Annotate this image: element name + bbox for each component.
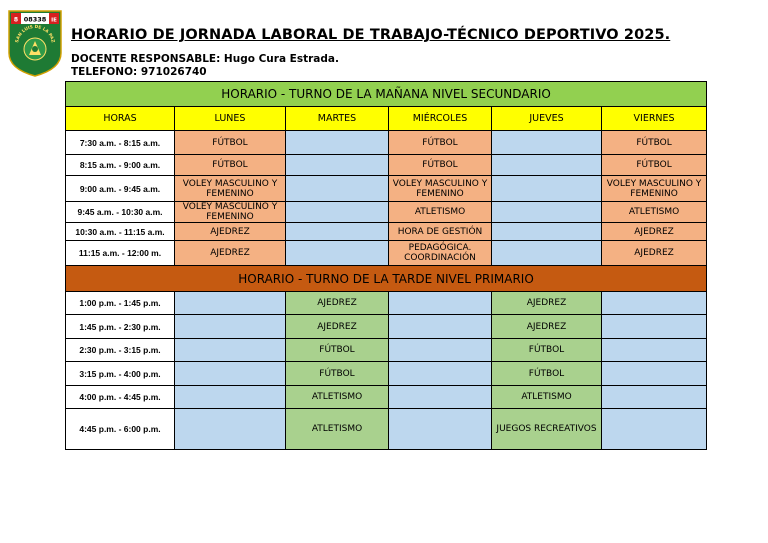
schedule-cell-empty xyxy=(389,386,492,409)
schedule-cell: ATLETISMO xyxy=(389,202,492,223)
schedule-cell-empty xyxy=(602,292,707,315)
time-slot: 4:00 p.m. - 4:45 p.m. xyxy=(66,386,175,409)
schedule-cell: FÚTBOL xyxy=(492,362,602,386)
schedule-cell: AJEDREZ xyxy=(286,292,389,315)
telefono-label: TELEFONO: 971026740 xyxy=(71,66,207,78)
docente-label: DOCENTE RESPONSABLE: Hugo Cura Estrada. xyxy=(71,53,339,65)
schedule-cell: FÚTBOL xyxy=(389,131,492,155)
afternoon-shift-title: HORARIO - TURNO DE LA TARDE NIVEL PRIMARIO xyxy=(66,266,707,292)
col-header-jueves: JUEVES xyxy=(492,107,602,131)
schedule-cell-empty xyxy=(389,315,492,339)
schedule-cell-empty xyxy=(286,155,389,176)
schedule-cell-empty xyxy=(175,292,286,315)
schedule-cell: AJEDREZ xyxy=(602,223,707,241)
time-slot: 4:45 p.m. - 6:00 p.m. xyxy=(66,409,175,450)
time-slot: 8:15 a.m. - 9:00 a.m. xyxy=(66,155,175,176)
schedule-cell-empty xyxy=(175,409,286,450)
schedule-cell: AJEDREZ xyxy=(492,292,602,315)
schedule-table xyxy=(65,81,707,450)
schedule-cell: AJEDREZ xyxy=(175,223,286,241)
logo-right-label: IE xyxy=(51,17,57,24)
morning-shift-title: HORARIO - TURNO DE LA MAÑANA NIVEL SECUNDARIO xyxy=(66,82,707,107)
schedule-cell: JUEGOS RECREATIVOS xyxy=(492,409,602,450)
col-header-martes: MARTES xyxy=(286,107,389,131)
schedule-cell: VOLEY MASCULINO Y FEMENINO xyxy=(175,202,286,223)
schedule-cell-empty xyxy=(286,176,389,202)
table-row xyxy=(66,223,707,241)
logo-code: 08338 xyxy=(23,15,47,24)
time-slot: 1:45 p.m. - 2:30 p.m. xyxy=(66,315,175,339)
table-row xyxy=(66,155,707,176)
schedule-cell-empty xyxy=(389,292,492,315)
schedule-cell: FÚTBOL xyxy=(286,339,389,362)
schedule-cell-empty xyxy=(492,223,602,241)
schedule-cell-empty xyxy=(602,386,707,409)
schedule-cell: FÚTBOL xyxy=(492,339,602,362)
page-title: HORARIO DE JORNADA LABORAL DE TRABAJO-TÉCNICO DEPORTIVO 2025. xyxy=(71,27,671,43)
schedule-cell: ATLETISMO xyxy=(492,386,602,409)
schedule-cell: VOLEY MASCULINO Y FEMENINO xyxy=(389,176,492,202)
table-row xyxy=(66,362,707,386)
column-header-row xyxy=(66,107,707,131)
col-header-lunes: LUNES xyxy=(175,107,286,131)
time-slot: 10:30 a.m. - 11:15 a.m. xyxy=(66,223,175,241)
schedule-cell-empty xyxy=(492,176,602,202)
schedule-cell-empty xyxy=(175,315,286,339)
schedule-cell-empty xyxy=(286,223,389,241)
table-row xyxy=(66,241,707,266)
time-slot: 11:15 a.m. - 12:00 m. xyxy=(66,241,175,266)
afternoon-band-row xyxy=(66,266,707,292)
schedule-cell-empty xyxy=(286,131,389,155)
time-slot: 2:30 p.m. - 3:15 p.m. xyxy=(66,339,175,362)
table-row xyxy=(66,202,707,223)
table-row xyxy=(66,176,707,202)
schedule-cell-empty xyxy=(389,362,492,386)
logo-arc-text: SAN LUIS DE LA PAZ xyxy=(15,24,55,44)
table-row xyxy=(66,131,707,155)
table-row xyxy=(66,386,707,409)
logo-left-label: 8 xyxy=(13,16,19,24)
schedule-cell-empty xyxy=(492,241,602,266)
schedule-cell: FÚTBOL xyxy=(286,362,389,386)
schedule-cell-empty xyxy=(602,362,707,386)
table-row xyxy=(66,409,707,450)
schedule-cell-empty xyxy=(602,409,707,450)
schedule-cell-empty xyxy=(389,409,492,450)
schedule-cell-empty xyxy=(602,315,707,339)
schedule-cell-empty xyxy=(175,362,286,386)
col-header-viernes: VIERNES xyxy=(602,107,707,131)
schedule-cell: AJEDREZ xyxy=(602,241,707,266)
col-header-miercoles: MIÉRCOLES xyxy=(389,107,492,131)
schedule-cell: FÚTBOL xyxy=(175,155,286,176)
schedule-cell: VOLEY MASCULINO Y FEMENINO xyxy=(602,176,707,202)
school-logo xyxy=(8,9,62,77)
schedule-cell: AJEDREZ xyxy=(175,241,286,266)
schedule-cell-empty xyxy=(492,131,602,155)
time-slot: 7:30 a.m. - 8:15 a.m. xyxy=(66,131,175,155)
schedule-cell: AJEDREZ xyxy=(492,315,602,339)
schedule-cell-empty xyxy=(175,339,286,362)
table-row xyxy=(66,292,707,315)
schedule-cell-empty xyxy=(492,155,602,176)
time-slot: 9:45 a.m. - 10:30 a.m. xyxy=(66,202,175,223)
schedule-cell-empty xyxy=(175,386,286,409)
schedule-cell-empty xyxy=(286,202,389,223)
schedule-cell-empty xyxy=(492,202,602,223)
schedule-cell: ATLETISMO xyxy=(286,409,389,450)
time-slot: 1:00 p.m. - 1:45 p.m. xyxy=(66,292,175,315)
schedule-cell: FÚTBOL xyxy=(602,131,707,155)
col-header-horas: HORAS xyxy=(66,107,175,131)
schedule-cell: FÚTBOL xyxy=(175,131,286,155)
schedule-cell: FÚTBOL xyxy=(389,155,492,176)
schedule-cell: PEDAGÓGICA. COORDINACIÓN xyxy=(389,241,492,266)
table-row xyxy=(66,339,707,362)
time-slot: 9:00 a.m. - 9:45 a.m. xyxy=(66,176,175,202)
morning-band-row xyxy=(66,82,707,107)
time-slot: 3:15 p.m. - 4:00 p.m. xyxy=(66,362,175,386)
schedule-cell-empty xyxy=(389,339,492,362)
schedule-cell: ATLETISMO xyxy=(286,386,389,409)
schedule-cell: ATLETISMO xyxy=(602,202,707,223)
schedule-cell: AJEDREZ xyxy=(286,315,389,339)
schedule-cell: HORA DE GESTIÓN xyxy=(389,223,492,241)
schedule-cell: FÚTBOL xyxy=(602,155,707,176)
schedule-cell-empty xyxy=(602,339,707,362)
schedule-cell-empty xyxy=(286,241,389,266)
schedule-cell: VOLEY MASCULINO Y FEMENINO xyxy=(175,176,286,202)
table-row xyxy=(66,315,707,339)
